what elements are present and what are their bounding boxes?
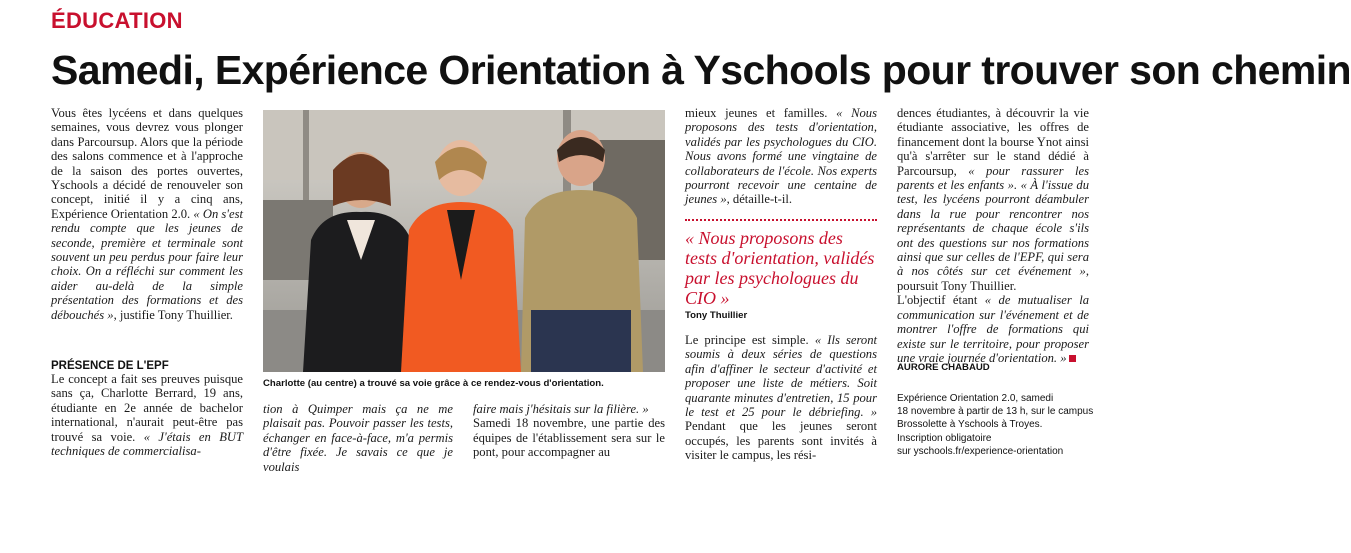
body-text: dences étudiantes, à découvrir la vie étudiante associative, les offres de financement dont la bourse Ynot ainsi qu'à s'arrêter sur le stand dédié à Parcoursup, xyxy=(897,106,1089,178)
attribution-text: , justifie Tony Thuillier. xyxy=(113,307,233,322)
article-column-4b xyxy=(685,333,877,463)
article-paragraph xyxy=(51,106,243,322)
attribution-text: , détaille-t-il. xyxy=(726,192,793,207)
section-rubric: ÉDUCATION xyxy=(51,8,183,33)
article-headline: Samedi, Expérience Orientation à Yschools pour trouver son chemin xyxy=(51,47,1351,93)
article-column-2 xyxy=(263,402,453,474)
info-line: sur yschools.fr/experience-orientation xyxy=(897,445,1064,457)
event-info-box xyxy=(897,392,1097,458)
article-paragraph xyxy=(263,402,453,474)
author-byline: AURORE CHABAUD xyxy=(897,362,990,373)
photo-caption: Charlotte (au centre) a trouvé sa voie grâce à ce rendez-vous d'orientation. xyxy=(263,378,604,389)
section-subhead: PRÉSENCE DE L'EPF xyxy=(51,360,169,372)
article-paragraph xyxy=(685,106,877,207)
article-paragraph xyxy=(51,372,243,458)
info-line: 18 novembre à partir de 13 h, sur le campus xyxy=(897,406,1094,418)
end-square-icon xyxy=(1069,355,1076,362)
body-text: Samedi 18 novembre, une partie des équipes de l'établissement sera sur le pont, pour accompagner au xyxy=(473,416,665,460)
quote-text: « de mutualiser la communication sur l'événement et de montrer l'offre de formations qui existe sur le territoire, pour proposer une vraie journée d'orientation. » xyxy=(897,293,1089,365)
body-text: Pendant que les jeunes seront occupés, les parents sont invités à visiter le campus, les rési- xyxy=(685,419,877,463)
body-text: Le concept a fait ses preuves puisque sans ça, Charlotte Berrard, 19 ans, étudiante en 2e année de bachelor international, n'aurait peut-être pas trouvé sa voie. xyxy=(51,372,243,444)
article-photo xyxy=(263,110,665,372)
quote-text: « Nous proposons des tests d'orientation, validés par les psychologues du CIO. Nous avons formé une vingtaine de collaborateurs de l'école. Nos experts pourront recevoir une centaine de jeunes » xyxy=(685,106,877,207)
pull-quote-divider xyxy=(685,219,877,221)
body-text: L'objectif étant xyxy=(897,293,985,308)
quote-text: « J'étais en BUT techniques de commercialisa- xyxy=(51,429,243,459)
body-text: Le principe est simple. xyxy=(685,333,815,347)
article-column-1 xyxy=(51,106,243,322)
info-line: Brossolette à Yschools à Troyes. xyxy=(897,419,1043,431)
info-line: Inscription obligatoire xyxy=(897,432,992,444)
article-paragraph xyxy=(473,402,665,416)
quote-text: « On s'est rendu compte que les jeunes de seconde, première et terminale sont souvent un peu perdus pour faire leur choix. On a réfléchi sur comment les aider au-delà de la simple présentation des formations et des débouchés » xyxy=(51,206,243,322)
article-column-1b xyxy=(51,372,243,458)
pull-quote: « Nous proposons des tests d'orientation, validés par les psychologues du CIO » xyxy=(685,228,875,308)
article-paragraph xyxy=(897,106,1089,293)
quote-text: « pour rassurer les parents et les enfants ». « À l'issue du test, les lycéens pourront déambuler dans la rue pour rencontrer nos représentants de chaque école s'ils ont des questions sur nos formations ainsi que sur celles de l'EPF, qui sera à nos côtés sur cet événement » xyxy=(897,163,1089,279)
article-paragraph xyxy=(897,293,1089,365)
quote-text: « Ils seront soumis à deux séries de questions afin d'affiner le secteur d'activité et proposer une liste de métiers. Soit quarante minutes d'entretien, 15 pour le test et 25 pour le débriefing. » xyxy=(685,333,877,420)
article-column-4 xyxy=(685,106,877,207)
quote-text: faire mais j'hésitais sur la filière. » xyxy=(473,402,649,416)
attribution-text: , poursuit Tony Thuillier. xyxy=(897,264,1089,293)
pull-quote-author: Tony Thuillier xyxy=(685,310,748,321)
article-column-5 xyxy=(897,106,1089,365)
article-column-3 xyxy=(473,402,665,460)
article-paragraph xyxy=(473,416,665,459)
article-paragraph xyxy=(685,333,877,463)
body-text: mieux jeunes et familles. xyxy=(685,106,837,120)
photo-illustration xyxy=(263,110,665,372)
intro-text: Vous êtes lycéens et dans quelques semaines, vous devrez vous plonger dans Parcoursup. Alors que la période des salons commence et à l'approche de la saison des portes ouvertes, Yschools a décidé de renouveler son concept, initié il y a cinq ans, Expérience Orientation 2.0. xyxy=(51,106,243,221)
quote-text: tion à Quimper mais ça ne me plaisait pas. Pouvoir passer les tests, échanger en face-à-face, m'a permis d'être fixée. Je savais ce que je voulais xyxy=(263,402,453,474)
info-line: Expérience Orientation 2.0, samedi xyxy=(897,393,1054,404)
